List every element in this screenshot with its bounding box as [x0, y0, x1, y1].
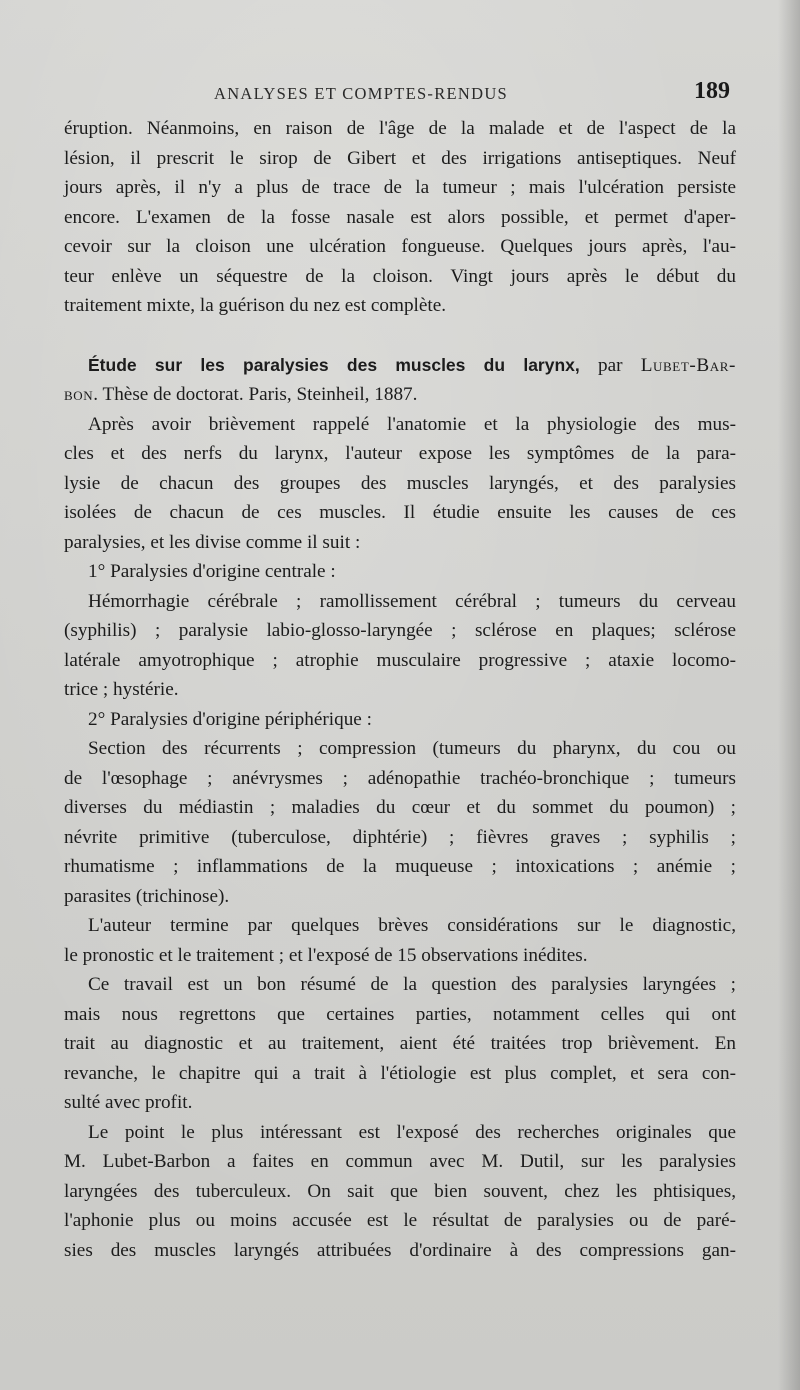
paragraph-central-causes [64, 587, 736, 705]
text-line: lésion, il prescrit le sirop de Gibert et des irrigations antiseptiques. Neuf [64, 147, 736, 169]
article-citation: . Thèse de doctorat. Paris, Steinheil, 1887. [93, 384, 418, 405]
text-line: névrite primitive (tuberculose, diphtérie) ; fièvres graves ; syphilis ; [64, 826, 736, 848]
text-line: isolées de chacun de ces muscles. Il étudie ensuite les causes de ces [64, 502, 736, 523]
article-title: Étude sur les paralysies des muscles du larynx, [88, 354, 580, 375]
paragraph-conclusion [64, 911, 736, 970]
page-edge-shadow [778, 0, 800, 1390]
article-author: Lubet-Bar- [640, 354, 737, 376]
list-heading-peripheral: 2° Paralysies d'origine périphérique : [88, 708, 372, 730]
text-line: éruption. Néanmoins, en raison de l'âge de la malade et de l'aspect de la [64, 118, 736, 139]
text-line: encore. L'examen de la fosse nasale est alors possible, et permet d'aper- [64, 206, 736, 228]
text-line: diverses du médiastin ; maladies du cœur et du sommet du poumon) ; [64, 797, 736, 818]
paragraph-review [64, 970, 736, 1118]
text-line: trice ; hystérie. [64, 679, 179, 700]
paragraph-intro [64, 410, 736, 558]
article-heading [64, 351, 736, 410]
text-line: de l'œsophage ; anévrysmes ; adénopathie trachéo-bronchique ; tumeurs [64, 767, 736, 789]
paragraph-continuation [64, 114, 736, 321]
text-line: sies des muscles laryngés attribuées d'ordinaire à des compressions gan- [64, 1239, 736, 1261]
article-by: par [579, 354, 641, 376]
text-line: Hémorrhagie cérébrale ; ramollissement cérébral ; tumeurs du cerveau [88, 590, 736, 612]
paragraph-peripheral-causes [64, 734, 736, 911]
article-author-cont: bon [64, 384, 94, 405]
text-line: le pronostic et le traitement ; et l'exposé de 15 observations inédites. [64, 944, 588, 966]
article-citation-line [64, 380, 736, 410]
text-line: jours après, il n'y a plus de trace de la tumeur ; mais l'ulcération persiste [64, 177, 736, 198]
page-body [64, 114, 736, 1265]
text-line: latérale amyotrophique ; atrophie musculaire progressive ; ataxie locomo- [64, 649, 736, 671]
text-line: Le point le plus intéressant est l'exposé des recherches originales que [88, 1121, 736, 1143]
text-line: cles et des nerfs du larynx, l'auteur expose les symptômes de la para- [64, 443, 736, 464]
page-header [64, 78, 736, 112]
text-line: l'aphonie plus ou moins accusée est le résultat de paralysies ou de paré- [64, 1210, 736, 1231]
text-line: M. Lubet-Barbon a faites en commun avec M. Dutil, sur les paralysies [64, 1151, 736, 1172]
text-line: laryngées des tuberculeux. On sait que bien souvent, chez les phtisiques, [64, 1180, 736, 1202]
text-line: lysie de chacun des groupes des muscles laryngés, et des paralysies [64, 472, 736, 494]
list-heading-central: 1° Paralysies d'origine centrale : [88, 561, 336, 582]
paragraph-final [64, 1118, 736, 1266]
text-line: Section des récurrents ; compression (tumeurs du pharynx, du cou ou [88, 738, 736, 759]
page-number: 189 [694, 78, 730, 104]
text-line: rhumatisme ; inflammations de la muqueuse ; intoxications ; anémie ; [64, 856, 736, 877]
text-line: mais nous regrettons que certaines parties, notamment celles qui ont [64, 1003, 736, 1025]
text-line: paralysies, et les divise comme il suit : [64, 531, 361, 553]
text-line: L'auteur termine par quelques brèves considérations sur le diagnostic, [88, 915, 736, 936]
text-line: parasites (trichinose). [64, 885, 230, 907]
text-line: cevoir sur la cloison une ulcération fongueuse. Quelques jours après, l'au- [64, 236, 736, 257]
text-line: revanche, le chapitre qui a trait à l'étiologie est plus complet, et sera con- [64, 1062, 736, 1084]
text-line: (syphilis) ; paralysie labio-glosso-laryngée ; sclérose en plaques; sclérose [64, 620, 736, 641]
text-line: teur enlève un séquestre de la cloison. Vingt jours après le début du [64, 265, 736, 287]
text-line: Après avoir brièvement rappelé l'anatomie et la physiologie des mus- [88, 413, 736, 435]
section-gap [64, 321, 736, 351]
text-line: trait au diagnostic et au traitement, aient été traitées trop brièvement. En [64, 1033, 736, 1054]
text-line: traitement mixte, la guérison du nez est complète. [64, 295, 447, 316]
text-line: Ce travail est un bon résumé de la question des paralysies laryngées ; [88, 974, 736, 995]
article-heading-line [64, 351, 736, 381]
text-line: sulté avec profit. [64, 1092, 193, 1113]
running-title: ANALYSES ET COMPTES-RENDUS [214, 84, 509, 103]
